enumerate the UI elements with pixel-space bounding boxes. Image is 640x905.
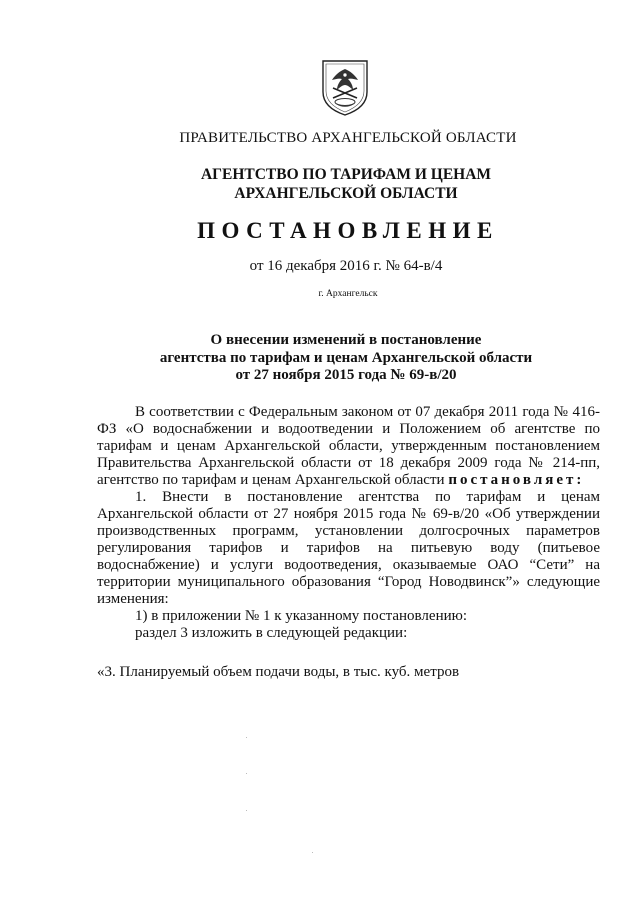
resolves-keyword: постановляет:	[448, 472, 585, 488]
agency-name	[26, 165, 640, 203]
agency-name-line2: АРХАНГЕЛЬСКОЙ ОБЛАСТИ	[234, 185, 458, 202]
body-subitem-section: раздел 3 изложить в следующей редакции:	[135, 625, 408, 641]
quoted-section-heading: «3. Планируемый объем подачи воды, в тыс. куб. метров	[97, 664, 460, 680]
body-paragraph-item-1: 1. Внести в постановление агентства по тарифам и ценам Архангельской области от 27 ноября 2015 года № 69-в/20 «Об утверждении производственных программ, установлении долгосрочных параметров регулирования тарифов и тарифов на питьевую воду (питьевое водоснабжение) и услуги водоотведения, оказываемые ОАО “Сети” на территории муниципального образования “Город Новодвинск”» следующие изменения:	[97, 489, 600, 607]
subject-line3: от 27 ноября 2015 года № 69-в/20	[235, 367, 457, 383]
coat-of-arms-icon	[319, 58, 371, 116]
scan-speck	[246, 773, 247, 774]
agency-name-line1: АГЕНТСТВО ПО ТАРИФАМ И ЦЕНАМ	[200, 166, 492, 183]
document-body	[97, 404, 600, 642]
subject-line1: О внесении изменений в постановление	[210, 332, 482, 348]
body-subitem-appendix: 1) в приложении № 1 к указанному постановлению:	[135, 608, 467, 624]
body-paragraph-preamble	[97, 404, 600, 489]
document-subject	[26, 332, 640, 385]
document-type-title: ПОСТАНОВЛЕНИЕ	[197, 218, 499, 243]
document-date-number: от 16 декабря 2016 г. № 64-в/4	[249, 258, 443, 274]
preamble-text: В соответствии с Федеральным законом от 07 декабря 2011 года № 416-ФЗ «О водоснабжении и водоотведении и Положением об агентстве по тарифам и ценам Архангельской области, утвержденным постановлением Правительства Архангельской области от 18 декабря 2009 года № 214-пп, агентство по тарифам и ценам Архангельской области	[97, 404, 600, 488]
subject-line2: агентства по тарифам и ценам Архангельской области	[159, 349, 533, 366]
document-city: г. Архангельск	[318, 289, 378, 299]
government-name: ПРАВИТЕЛЬСТВО АРХАНГЕЛЬСКОЙ ОБЛАСТИ	[179, 130, 517, 146]
scan-speck	[246, 810, 247, 811]
scan-speck	[246, 737, 247, 738]
scan-speck	[312, 852, 313, 853]
